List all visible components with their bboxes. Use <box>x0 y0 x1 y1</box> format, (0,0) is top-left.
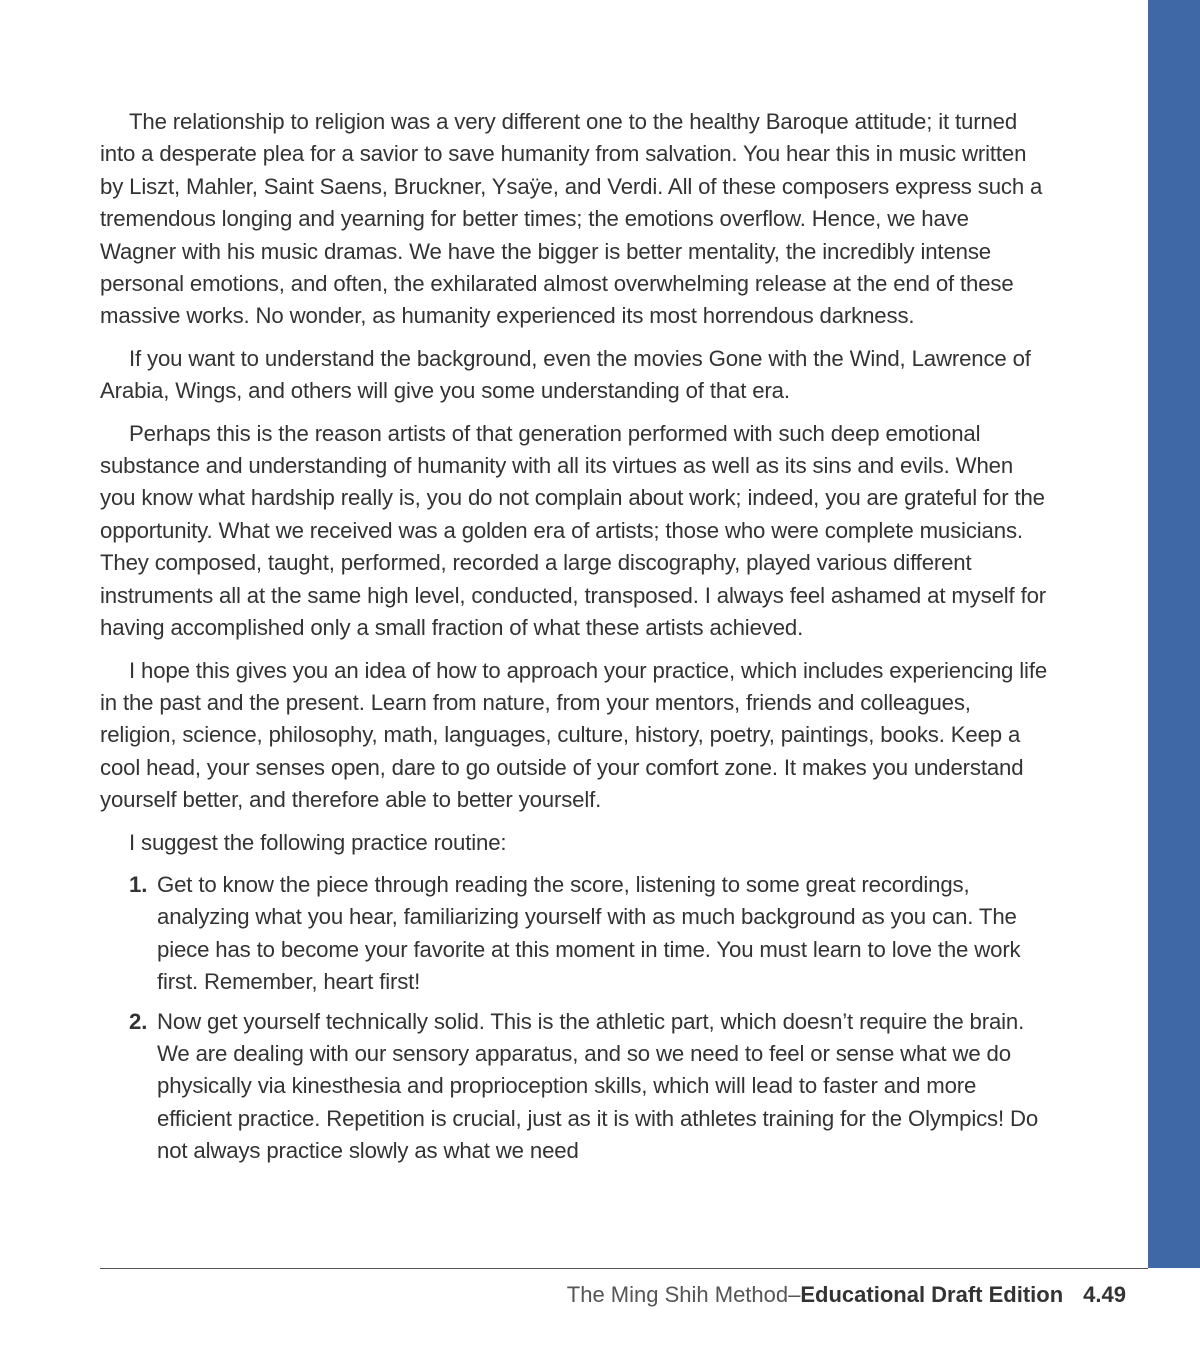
list-item-number: 2. <box>129 1008 148 1034</box>
edition-label: Educational Draft Edition <box>800 1282 1064 1307</box>
paragraph-movies: If you want to understand the background, even the movies Gone with the Wind, Lawrence of Arabia, Wings, and others will give you some understanding of that era. <box>100 345 1031 404</box>
footer-divider <box>100 1268 1148 1269</box>
paragraph-practice-approach: I hope this gives you an idea of how to approach your practice, which includes experiencing life in the past and the present. Learn from nature, from your mentors, friends and colleagues, religion, science, philosophy, math, languages, culture, history, poetry, paintings, books. Keep a cool head, your senses open, dare to go outside of your comfort zone. It makes you understand yourself better, and therefore able to better yourself. <box>100 657 1048 813</box>
list-item-text: Get to know the piece through reading the score, listening to some great recordings, analyzing what you hear, familiarizing yourself with as much background as you can. The piece has to become your favorite at this moment in time. You must learn to love the work first. Remember, heart first! <box>157 871 1021 995</box>
list-item <box>129 1006 1050 1168</box>
routine-intro: I suggest the following practice routine: <box>129 829 507 855</box>
paragraph-religion: The relationship to religion was a very different one to the healthy Baroque attitude; it turned into a desperate plea for a savior to save humanity from salvation. You hear this in music written by Liszt, Mahler, Saint Saens, Bruckner, Ysaÿe, and Verdi. All of these composers express such a tremendous longing and yearning for better times; the emotions overflow. Hence, we have Wagner with his music dramas. We have the bigger is better mentality, the incredibly intense personal emotions, and often, the exhilarated almost overwhelming release at the end of these massive works. No wonder, as humanity experienced its most horrendous darkness. <box>100 109 1043 329</box>
side-accent-bar <box>1148 0 1200 1268</box>
list-item-number: 1. <box>129 871 148 897</box>
list-item-text: Now get yourself technically solid. This is the athletic part, which doesn’t require the brain. We are dealing with our sensory apparatus, and so we need to feel or sense what we do physically via kinesthesia and proprioception skills, which will lead to faster and more efficient practice. Repetition is crucial, just as it is with athletes training for the Olympics! Do not always practice slowly as what we need <box>157 1008 1039 1164</box>
paragraph-artists: Perhaps this is the reason artists of that generation performed with such deep emotional substance and understanding of humanity with all its virtues as well as its sins and evils. When you know what hardship really is, you do not complain about work; indeed, you are grateful for the opportunity. What we received was a golden era of artists; those who were complete musicians. They composed, taught, performed, recorded a large discography, played various different instruments all at the same high level, conducted, transposed. I always feel ashamed at myself for having accomplished only a small fraction of what these artists achieved. <box>100 420 1047 641</box>
page-number: 4.49 <box>1083 1282 1126 1307</box>
book-title: The Ming Shih Method <box>566 1282 789 1307</box>
page-footer <box>567 1282 1126 1308</box>
practice-routine-list <box>100 869 1050 1168</box>
title-separator: – <box>788 1282 801 1307</box>
page-body <box>100 106 1050 1175</box>
list-item <box>129 869 1050 999</box>
